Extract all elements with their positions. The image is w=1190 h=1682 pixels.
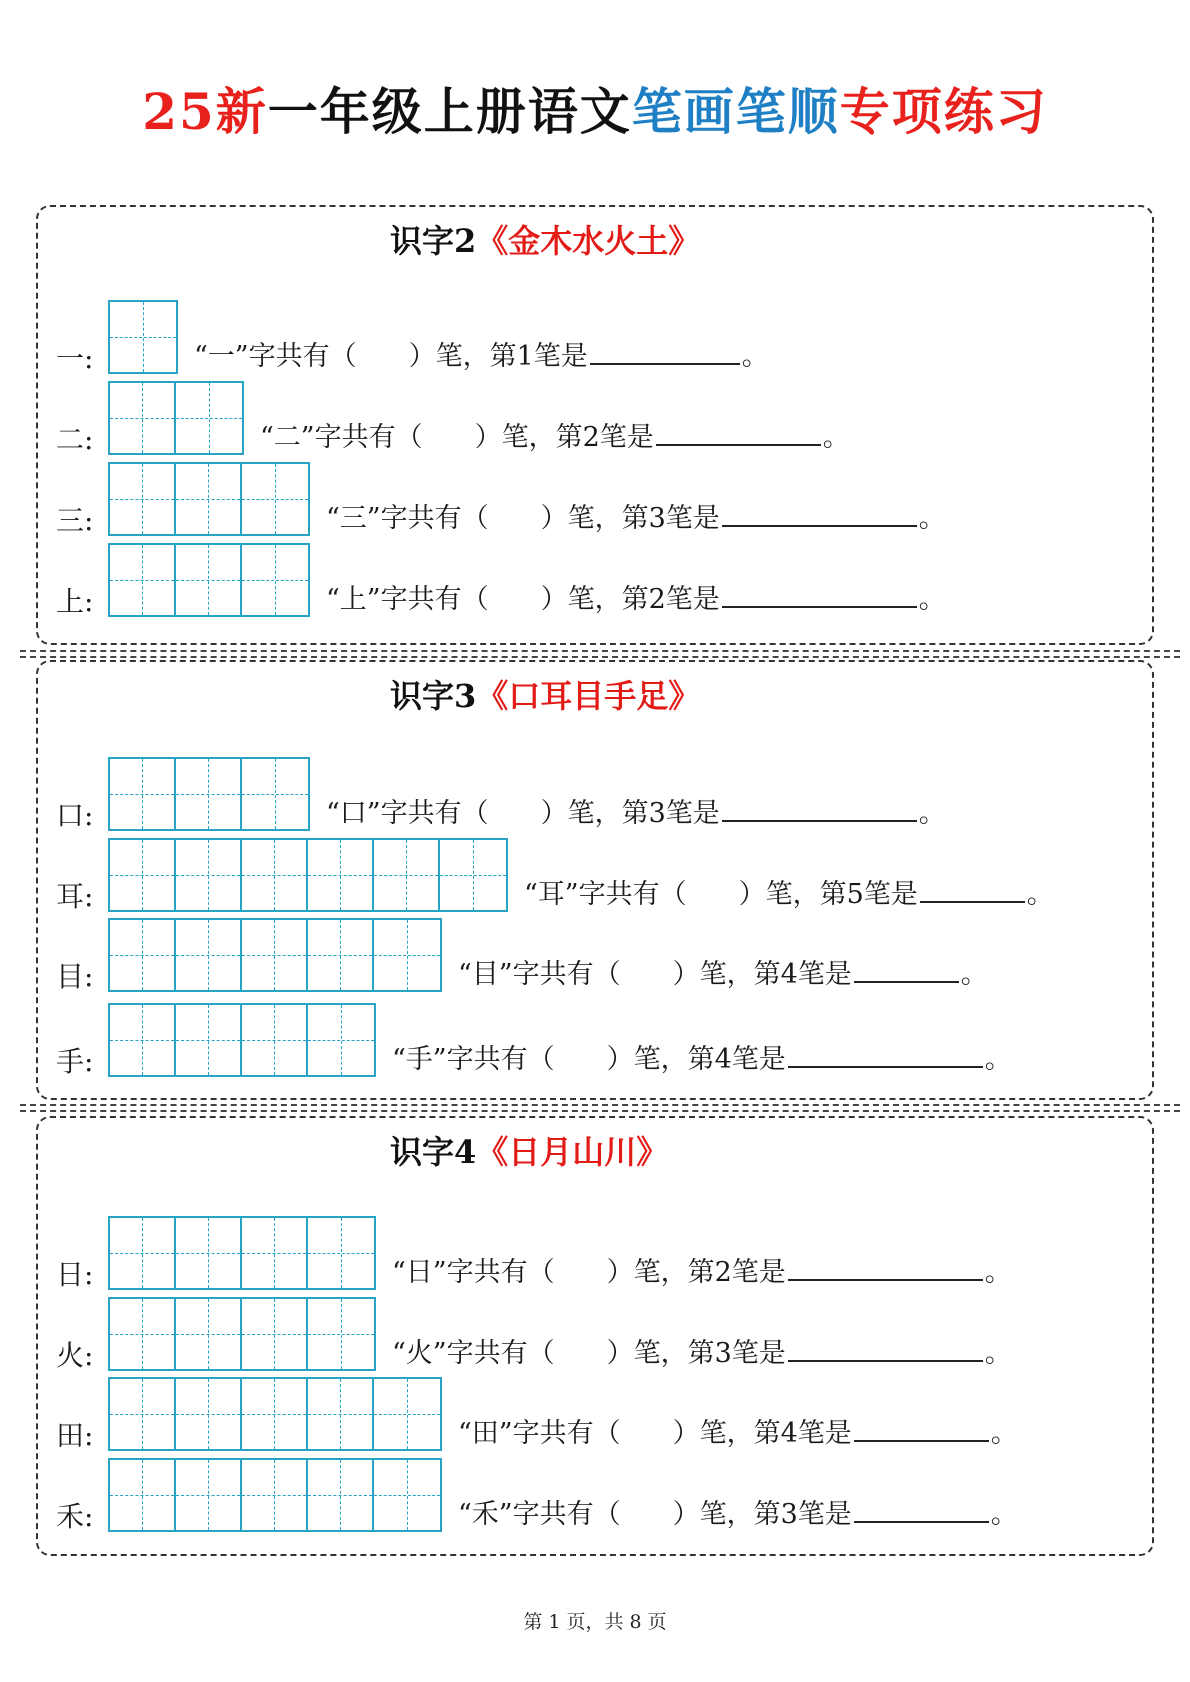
writing-box[interactable] xyxy=(176,1460,242,1530)
question-end: 。 xyxy=(822,422,850,453)
question-prefix: “田”字共有（ xyxy=(458,1418,621,1449)
question-end: 。 xyxy=(918,798,946,829)
section-separator xyxy=(20,1110,1180,1112)
question-end: 。 xyxy=(984,1338,1012,1369)
tianzige-grid[interactable] xyxy=(108,838,508,912)
writing-box[interactable] xyxy=(110,1005,176,1075)
writing-box[interactable] xyxy=(176,383,242,453)
writing-box[interactable] xyxy=(242,759,308,829)
writing-box[interactable] xyxy=(242,1379,308,1449)
exercise-row xyxy=(0,543,1190,619)
stroke-question xyxy=(458,1497,1018,1532)
question-prefix: “耳”字共有（ xyxy=(524,879,687,910)
writing-box[interactable] xyxy=(176,759,242,829)
answer-line[interactable] xyxy=(788,1336,983,1362)
writing-box[interactable] xyxy=(110,1460,176,1530)
writing-box[interactable] xyxy=(308,1005,374,1075)
section-separator xyxy=(20,650,1180,652)
tianzige-grid[interactable] xyxy=(108,462,310,536)
tianzige-grid[interactable] xyxy=(108,757,310,831)
title-part-2: 一年级上册语文 xyxy=(267,82,632,141)
exercise-row xyxy=(0,1458,1190,1534)
lesson-number: 识字2 xyxy=(390,222,477,260)
exercise-row xyxy=(0,1003,1190,1079)
exercise-row xyxy=(0,1216,1190,1292)
character-label: 上: xyxy=(56,585,94,618)
question-prefix: “日”字共有（ xyxy=(392,1257,555,1288)
tianzige-grid[interactable] xyxy=(108,1377,442,1451)
question-middle: ）笔，第4笔是 xyxy=(606,1044,786,1075)
character-label: 口: xyxy=(56,799,94,832)
tianzige-grid[interactable] xyxy=(108,300,178,374)
question-prefix: “一”字共有（ xyxy=(194,341,357,372)
writing-box[interactable] xyxy=(440,840,506,910)
question-middle: ）笔，第2笔是 xyxy=(540,584,720,615)
question-middle: ）笔，第4笔是 xyxy=(672,1418,852,1449)
section-title xyxy=(390,1132,668,1172)
writing-box[interactable] xyxy=(242,920,308,990)
writing-box[interactable] xyxy=(110,840,176,910)
character-label: 一: xyxy=(56,342,94,375)
writing-box[interactable] xyxy=(176,1299,242,1369)
question-prefix: “二”字共有（ xyxy=(260,422,423,453)
question-end: 。 xyxy=(990,1418,1018,1449)
question-prefix: “禾”字共有（ xyxy=(458,1499,621,1530)
page-title xyxy=(0,70,1190,154)
stroke-question xyxy=(392,1255,1012,1290)
question-middle: ）笔，第2笔是 xyxy=(474,422,654,453)
exercise-row xyxy=(0,381,1190,457)
question-end: 。 xyxy=(1026,879,1054,910)
writing-box[interactable] xyxy=(374,1460,440,1530)
writing-box[interactable] xyxy=(110,464,176,534)
question-prefix: “三”字共有（ xyxy=(326,503,489,534)
lesson-book-title: 《口耳目手足》 xyxy=(476,677,701,715)
page-footer: 第 1 页，共 8 页 xyxy=(523,1611,667,1633)
writing-box[interactable] xyxy=(110,545,176,615)
writing-box[interactable] xyxy=(176,840,242,910)
exercise-row xyxy=(0,1377,1190,1453)
writing-box[interactable] xyxy=(110,1379,176,1449)
question-end: 。 xyxy=(990,1499,1018,1530)
section-separator xyxy=(20,656,1180,658)
answer-line[interactable] xyxy=(788,1255,983,1281)
question-middle: ）笔，第3笔是 xyxy=(540,798,720,829)
lesson-book-title: 《金木水火土》 xyxy=(476,222,701,260)
writing-box[interactable] xyxy=(308,920,374,990)
question-prefix: “火”字共有（ xyxy=(392,1338,555,1369)
title-part-4: 专项练习 xyxy=(839,82,1048,141)
exercise-row xyxy=(0,918,1190,994)
stroke-question xyxy=(524,877,1054,912)
writing-box[interactable] xyxy=(308,1218,374,1288)
answer-line[interactable] xyxy=(920,877,1025,903)
title-part-1: 25新 xyxy=(142,82,268,141)
writing-box[interactable] xyxy=(374,1379,440,1449)
stroke-question xyxy=(194,339,769,374)
stroke-question xyxy=(392,1336,1012,1371)
question-middle: ）笔，第3笔是 xyxy=(606,1338,786,1369)
question-prefix: “上”字共有（ xyxy=(326,584,489,615)
section-title xyxy=(390,221,700,261)
writing-box[interactable] xyxy=(176,1005,242,1075)
stroke-question xyxy=(260,420,850,455)
answer-line[interactable] xyxy=(722,501,917,527)
question-end: 。 xyxy=(741,341,769,372)
character-label: 耳: xyxy=(56,880,94,913)
stroke-question xyxy=(458,957,988,992)
question-middle: ）笔，第3笔是 xyxy=(672,1499,852,1530)
question-end: 。 xyxy=(918,503,946,534)
answer-line[interactable] xyxy=(854,1416,989,1442)
tianzige-grid[interactable] xyxy=(108,918,442,992)
writing-box[interactable] xyxy=(242,1299,308,1369)
writing-box[interactable] xyxy=(176,1218,242,1288)
writing-box[interactable] xyxy=(242,1460,308,1530)
writing-box[interactable] xyxy=(308,840,374,910)
writing-box[interactable] xyxy=(308,1460,374,1530)
stroke-question xyxy=(458,1416,1018,1451)
writing-box[interactable] xyxy=(110,1299,176,1369)
question-prefix: “手”字共有（ xyxy=(392,1044,555,1075)
writing-box[interactable] xyxy=(374,920,440,990)
tianzige-grid[interactable] xyxy=(108,1458,442,1532)
answer-line[interactable] xyxy=(722,582,917,608)
title-part-3: 笔画笔顺 xyxy=(631,82,840,141)
question-end: 。 xyxy=(960,959,988,990)
question-end: 。 xyxy=(984,1044,1012,1075)
writing-box[interactable] xyxy=(242,840,308,910)
writing-box[interactable] xyxy=(176,920,242,990)
writing-box[interactable] xyxy=(110,920,176,990)
writing-box[interactable] xyxy=(242,1218,308,1288)
question-middle: ）笔，第1笔是 xyxy=(408,341,588,372)
lesson-book-title: 《日月山川》 xyxy=(476,1133,669,1171)
writing-box[interactable] xyxy=(242,1005,308,1075)
answer-line[interactable] xyxy=(854,957,959,983)
writing-box[interactable] xyxy=(176,464,242,534)
writing-box[interactable] xyxy=(110,759,176,829)
answer-line[interactable] xyxy=(656,420,821,446)
character-label: 二: xyxy=(56,423,94,456)
writing-box[interactable] xyxy=(242,464,308,534)
question-middle: ）笔，第5笔是 xyxy=(738,879,918,910)
character-label: 火: xyxy=(56,1339,94,1372)
answer-line[interactable] xyxy=(788,1042,983,1068)
question-middle: ）笔，第2笔是 xyxy=(606,1257,786,1288)
lesson-number: 识字4 xyxy=(390,1133,477,1171)
answer-line[interactable] xyxy=(722,796,917,822)
question-end: 。 xyxy=(918,584,946,615)
answer-line[interactable] xyxy=(854,1497,989,1523)
writing-box[interactable] xyxy=(110,1218,176,1288)
character-label: 目: xyxy=(56,960,94,993)
writing-box[interactable] xyxy=(242,545,308,615)
character-label: 手: xyxy=(56,1045,94,1078)
question-end: 。 xyxy=(984,1257,1012,1288)
lesson-number: 识字3 xyxy=(390,677,477,715)
exercise-row xyxy=(0,1297,1190,1373)
tianzige-grid[interactable] xyxy=(108,1216,376,1290)
stroke-question xyxy=(326,582,946,617)
stroke-question xyxy=(392,1042,1012,1077)
exercise-row xyxy=(0,757,1190,833)
writing-box[interactable] xyxy=(176,545,242,615)
exercise-row xyxy=(0,838,1190,914)
exercise-row xyxy=(0,462,1190,538)
stroke-question xyxy=(326,796,946,831)
section-title xyxy=(390,676,700,716)
question-prefix: “口”字共有（ xyxy=(326,798,489,829)
exercise-row xyxy=(0,300,1190,376)
writing-box[interactable] xyxy=(308,1299,374,1369)
stroke-question xyxy=(326,501,946,536)
question-middle: ）笔，第4笔是 xyxy=(672,959,852,990)
question-middle: ）笔，第3笔是 xyxy=(540,503,720,534)
character-label: 日: xyxy=(56,1258,94,1291)
writing-box[interactable] xyxy=(176,1379,242,1449)
writing-box[interactable] xyxy=(110,383,176,453)
tianzige-grid[interactable] xyxy=(108,381,244,455)
tianzige-grid[interactable] xyxy=(108,1297,376,1371)
answer-line[interactable] xyxy=(590,339,740,365)
writing-box[interactable] xyxy=(308,1379,374,1449)
tianzige-grid[interactable] xyxy=(108,543,310,617)
character-label: 三: xyxy=(56,504,94,537)
question-prefix: “目”字共有（ xyxy=(458,959,621,990)
writing-box[interactable] xyxy=(374,840,440,910)
character-label: 禾: xyxy=(56,1500,94,1533)
character-label: 田: xyxy=(56,1419,94,1452)
writing-box[interactable] xyxy=(110,302,176,372)
tianzige-grid[interactable] xyxy=(108,1003,376,1077)
section-separator xyxy=(20,1104,1180,1106)
